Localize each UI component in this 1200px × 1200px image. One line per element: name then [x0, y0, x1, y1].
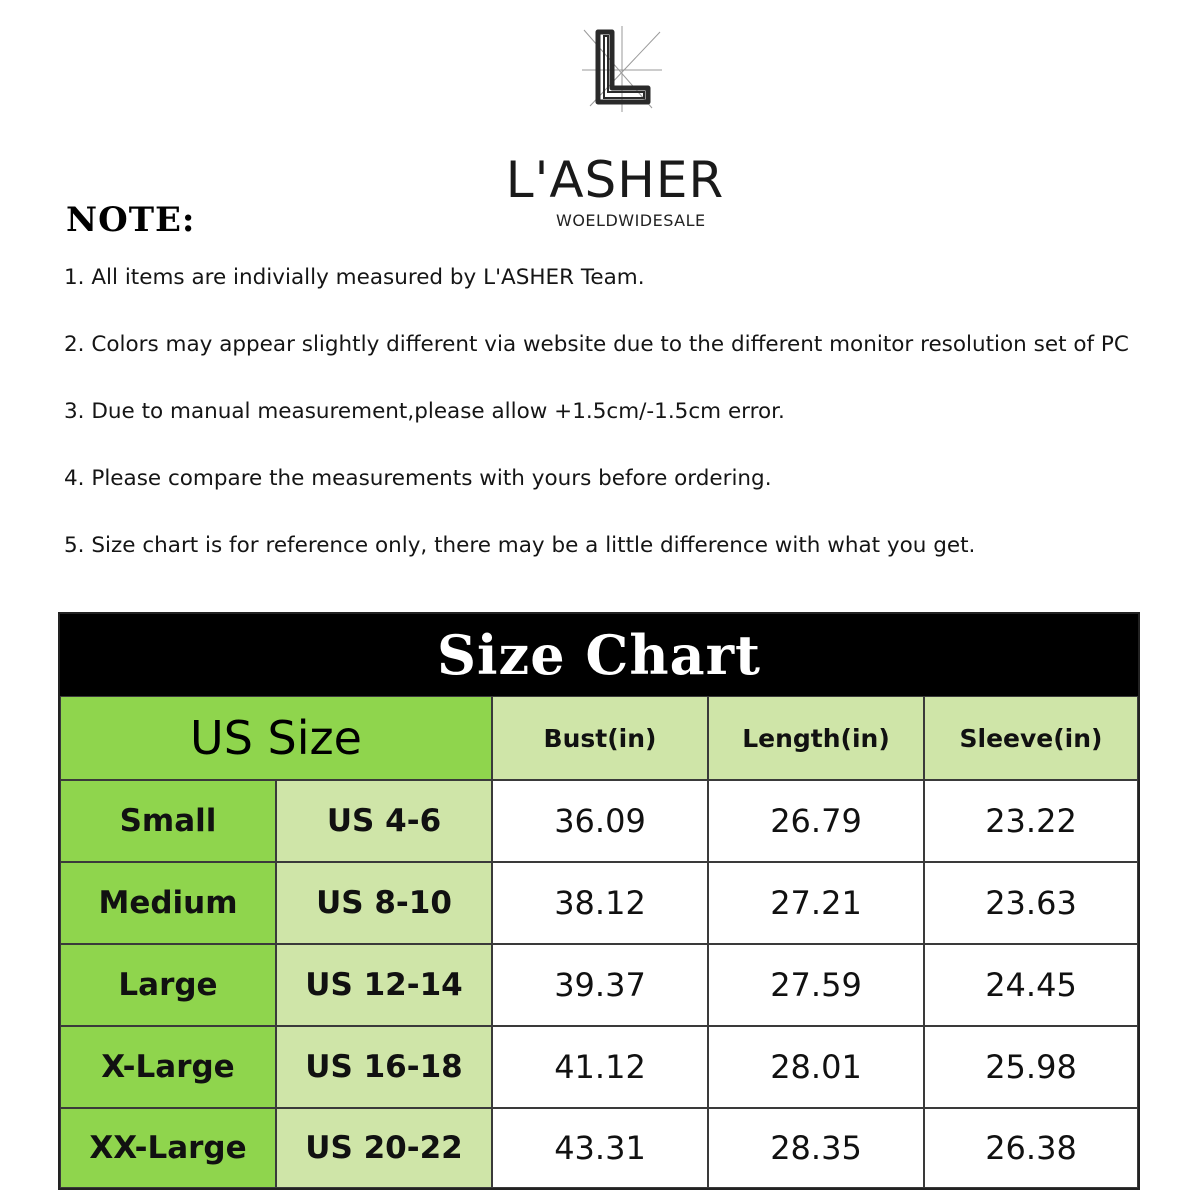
column-header-length: Length(in) [708, 696, 924, 780]
bust-value-cell: 39.37 [492, 944, 708, 1026]
us-size-cell: US 12-14 [276, 944, 492, 1026]
size-chart-table [58, 612, 1140, 1190]
length-value-cell: 28.01 [708, 1026, 924, 1108]
sleeve-value-cell: 24.45 [924, 944, 1138, 1026]
us-size-cell: US 8-10 [276, 862, 492, 944]
brand-logo [500, 26, 730, 230]
bust-value-cell: 43.31 [492, 1108, 708, 1188]
bust-value-cell: 36.09 [492, 780, 708, 862]
length-value-cell: 27.21 [708, 862, 924, 944]
note-item: 4. Please compare the measurements with yours before ordering. [64, 466, 772, 491]
note-item: 1. All items are indivially measured by L'ASHER Team. [64, 265, 645, 290]
us-size-cell: US 4-6 [276, 780, 492, 862]
length-value-cell: 28.35 [708, 1108, 924, 1188]
length-value-cell: 27.59 [708, 944, 924, 1026]
bust-value-cell: 41.12 [492, 1026, 708, 1108]
note-item: 3. Due to manual measurement,please allow +1.5cm/-1.5cm error. [64, 399, 785, 424]
note-list [64, 262, 1184, 597]
letter-l-logo-icon [582, 26, 662, 112]
sleeve-value-cell: 23.22 [924, 780, 1138, 862]
size-name-cell: Medium [60, 862, 276, 944]
column-header-sleeve: Sleeve(in) [924, 696, 1138, 780]
size-name-cell: X-Large [60, 1026, 276, 1108]
brand-name: L'ASHER [505, 151, 725, 209]
note-item: 2. Colors may appear slightly different via website due to the different monitor resolution set of PC [64, 332, 1129, 357]
us-size-header: US Size [60, 696, 492, 780]
sleeve-value-cell: 25.98 [924, 1026, 1138, 1108]
note-title: NOTE: [66, 200, 196, 240]
us-size-cell: US 20-22 [276, 1108, 492, 1188]
us-size-cell: US 16-18 [276, 1026, 492, 1108]
size-chart-title: Size Chart [60, 614, 1138, 696]
sleeve-value-cell: 23.63 [924, 862, 1138, 944]
sleeve-value-cell: 26.38 [924, 1108, 1138, 1188]
size-name-cell: Small [60, 780, 276, 862]
size-name-cell: XX-Large [60, 1108, 276, 1188]
note-item: 5. Size chart is for reference only, there may be a little difference with what you get. [64, 533, 976, 558]
bust-value-cell: 38.12 [492, 862, 708, 944]
length-value-cell: 26.79 [708, 780, 924, 862]
column-header-bust: Bust(in) [492, 696, 708, 780]
size-name-cell: Large [60, 944, 276, 1026]
brand-tagline: WOELDWIDESALE [556, 211, 706, 230]
